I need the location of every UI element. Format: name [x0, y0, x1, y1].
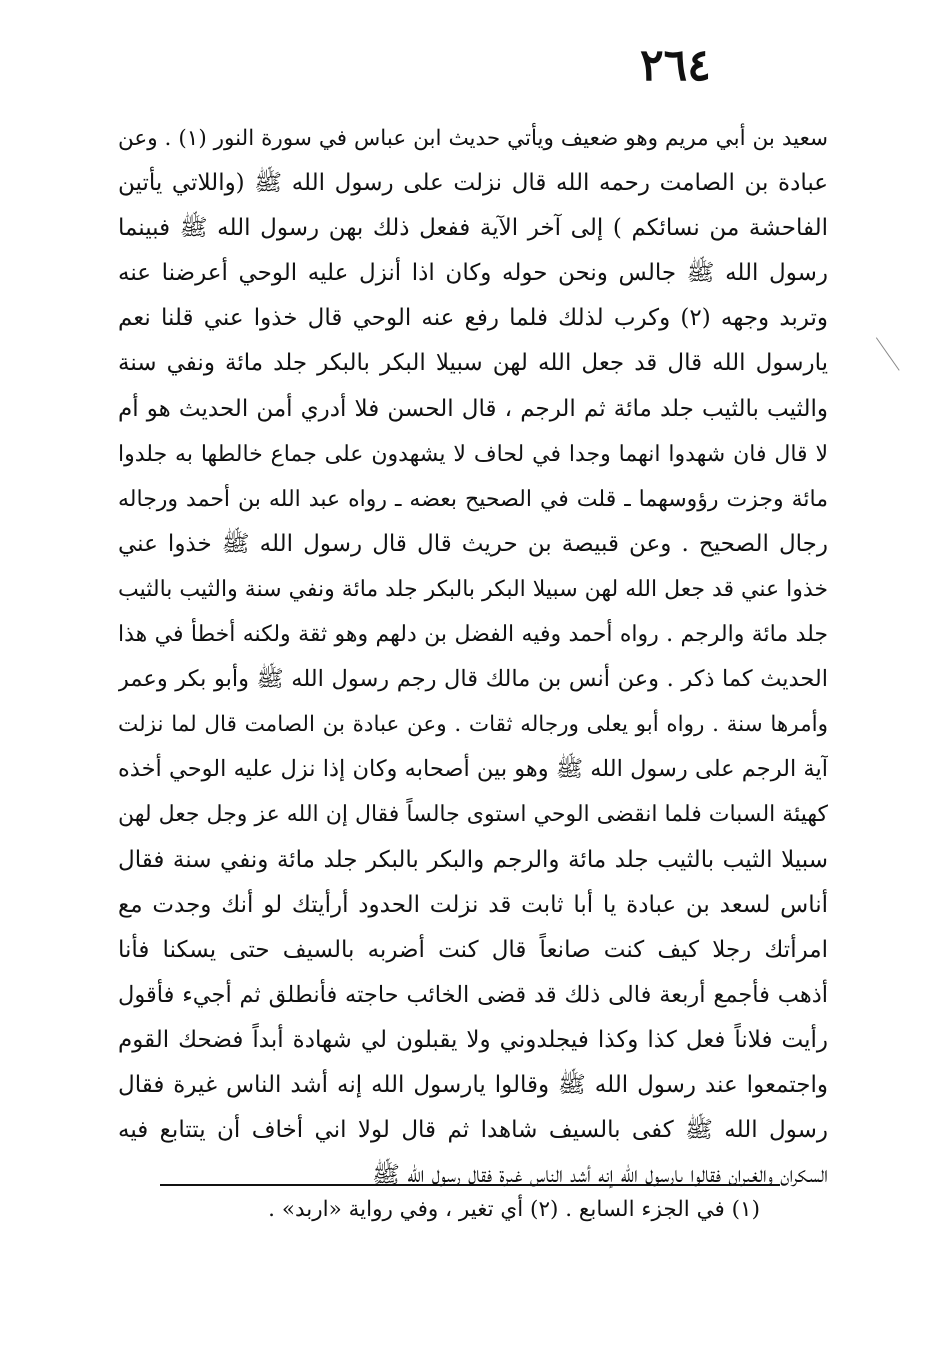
text-line: رأيت فلاناً فعل كذا وكذا فيجلدوني ولا يقبلون لي شهادة أبداً فضحك القوم	[118, 1026, 828, 1053]
body-text	[118, 116, 828, 1198]
text-line: أناس لسعد بن عبادة يا أبا ثابت قد نزلت الحدود أرأيتك لو أنك وجدت مع	[118, 891, 828, 918]
text-line: والثيب بالثيب جلد مائة ثم الرجم ، قال الحسن فلا أدري أمن الحديث هو أم	[118, 395, 828, 422]
text-line: أذهب فأجمع أربعة فالى ذلك قد قضى الخائب حاجته فأنطلق ثم أجيء فأقول	[118, 981, 828, 1008]
text-line: آية الرجم على رسول الله ﷺ وهو بين أصحابه وكان إذا نزل عليه الوحي أخذه	[118, 756, 828, 783]
text-line: لا قال فان شهدوا انهما وجدا في لحاف لا يشهدون على جماع خالطها به جلدوا	[118, 441, 828, 467]
text-line: عبادة بن الصامت رحمه الله قال نزلت على رسول الله ﷺ (واللاتي يأتين	[118, 170, 828, 197]
text-line: مائة وجزت رؤوسهما ـ قلت في الصحيح بعضه ـ رواه عبد الله بن أحمد ورجاله	[118, 486, 828, 512]
text-line: وأمرها سنة . رواه أبو يعلى ورجاله ثقات . وعن عبادة بن الصامت قال لما نزلت	[118, 712, 828, 738]
text-line: سعيد بن أبي مريم وهو ضعيف ويأتي حديث ابن عباس في سورة النور (١) . وعن	[118, 126, 828, 151]
text-line: الفاحشة من نسائكم ) إلى آخر الآية ففعل ذلك بهن رسول الله ﷺ فبينما	[118, 215, 828, 242]
text-line: رجال الصحيح . وعن قبيصة بن حريث قال قال رسول الله ﷺ خذوا عني	[118, 530, 828, 557]
text-line: رسول الله ﷺ جالس ونحن حوله وكان اذا أنزل عليه الوحي أعرضنا عنه	[118, 260, 828, 287]
footnote-divider	[160, 1184, 780, 1186]
text-line: كهيئة السبات فلما انقضى الوحي استوى جالساً فقال إن الله عز وجل جعل لهن	[118, 802, 828, 828]
text-line: يارسول الله قال قد جعل الله لهن سبيلا البكر بالبكر جلد مائة ونفي سنة	[118, 350, 828, 377]
text-line: سبيلا الثيب بالثيب جلد مائة والرجم والبكر بالبكر جلد مائة ونفي سنة فقال	[118, 846, 828, 873]
text-line: امرأتك رجلا كيف كنت صانعاً قال كنت أضربه بالسيف حتى يسكنا فأنا	[118, 936, 828, 963]
text-line: خذوا عني قد جعل الله لهن سبيلا البكر بالبكر جلد مائة ونفي سنة والثيب بالثيب	[118, 576, 828, 602]
page-number: ٢٦٤	[640, 40, 711, 91]
scan-artifact-mark	[876, 329, 911, 370]
text-line: واجتمعوا عند رسول الله ﷺ وقالوا يارسول الله إنه أشد الناس غيرة فقال	[118, 1071, 828, 1098]
text-line: رسول الله ﷺ كفى بالسيف شاهدا ثم قال لولا اني أخاف أن يتتابع فيه	[118, 1117, 828, 1144]
footnote: (١) في الجزء السابع . (٢) أي تغير ، وفي رواية «اربد» .	[268, 1197, 760, 1222]
text-line: جلد مائة والرجم . رواه أحمد وفيه الفضل بن دلهم وهو ثقة ولكنه أخطأ في هذا	[118, 622, 828, 648]
text-line: وتربد وجهه (٢) وكرب لذلك فلما رفع عنه الوحي قال خذوا عني قلنا نعم	[118, 305, 828, 332]
text-line: الحديث كما ذكر . وعن أنس بن مالك قال رجم رسول الله ﷺ وأبو بكر وعمر	[118, 666, 828, 693]
text-line: السكران والغيران فقالوا يارسول الله إنه أشد الناس غيرة فقال رسول الله ﷺ	[372, 1162, 828, 1189]
